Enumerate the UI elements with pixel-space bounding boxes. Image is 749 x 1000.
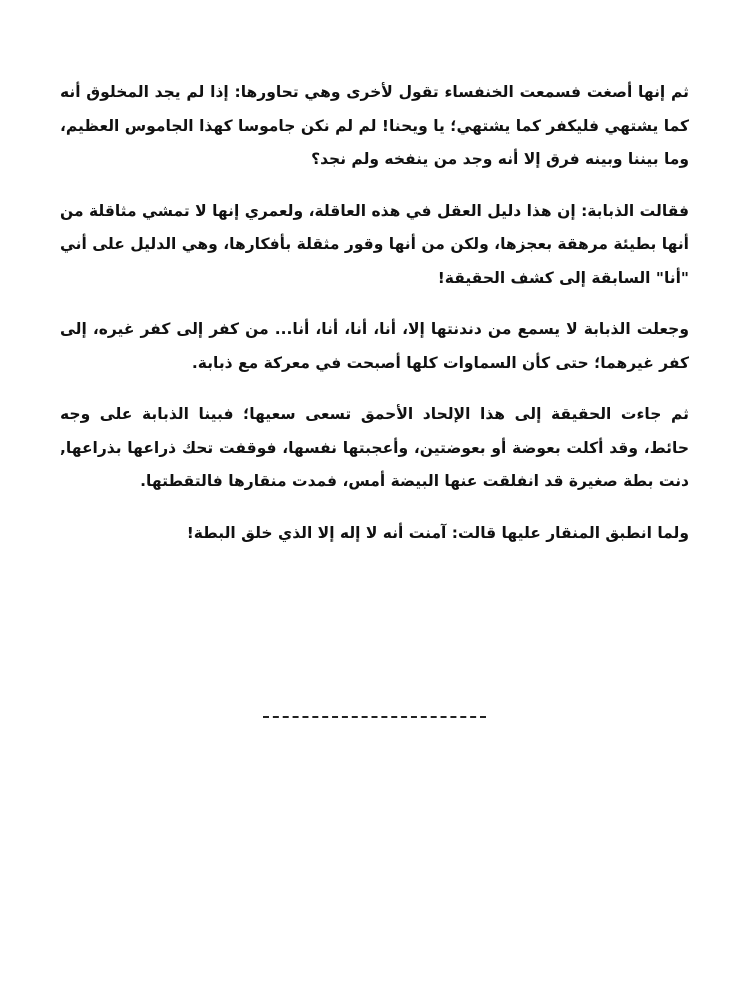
paragraph-2: فقالت الذبابة: إن هذا دليل العقل في هذه العاقلة، ولعمري إنها لا تمشي مثاقلة من أنها بطيئة مرهقة بعجزها، ولكن من أنها وقور مثقلة بأفكارها، وهي الدليل على أني "أنا" السابقة إلى كشف الحقيقة! [60, 201, 689, 287]
paragraph-4: ثم جاءت الحقيقة إلى هذا الإلحاد الأحمق تسعى سعيها؛ فبينا الذبابة على وجه حائط، وقد أكلت بعوضة أو بعوضتين، وأعجبتها نفسها، فوقفت تحك ذراعها بذراعها, دنت بطة صغيرة قد انفلقت عنها البيضة أمس، فمدت منقارها فالتقطتها. [60, 405, 689, 490]
paragraph-5: ولما انطبق المنقار عليها قالت: آمنت أنه لا إله إلا الذي خلق البطة! [186, 523, 689, 542]
paragraph-3: وجعلت الذبابة لا يسمع من دندنتها إلا، أنا، أنا، أنا، أنا... من كفر إلى كفر غيره، إلى كفر غيرهما؛ حتى كأن السماوات كلها أصبحت في معركة مع ذبابة. [60, 320, 689, 372]
section-divider [263, 716, 486, 718]
document-body [60, 76, 689, 568]
paragraph-1: ثم إنها أصغت فسمعت الخنفساء تقول لأخرى وهي تحاورها: إذا لم يجد المخلوق أنه كما يشتهي فليكفر كما يشتهي؛ يا ويحنا! لم لم نكن جاموسا كهذا الجاموس العظيم، وما بيننا وبينه فرق إلا أنه وجد من ينفخه ولم نجد؟ [60, 83, 689, 168]
